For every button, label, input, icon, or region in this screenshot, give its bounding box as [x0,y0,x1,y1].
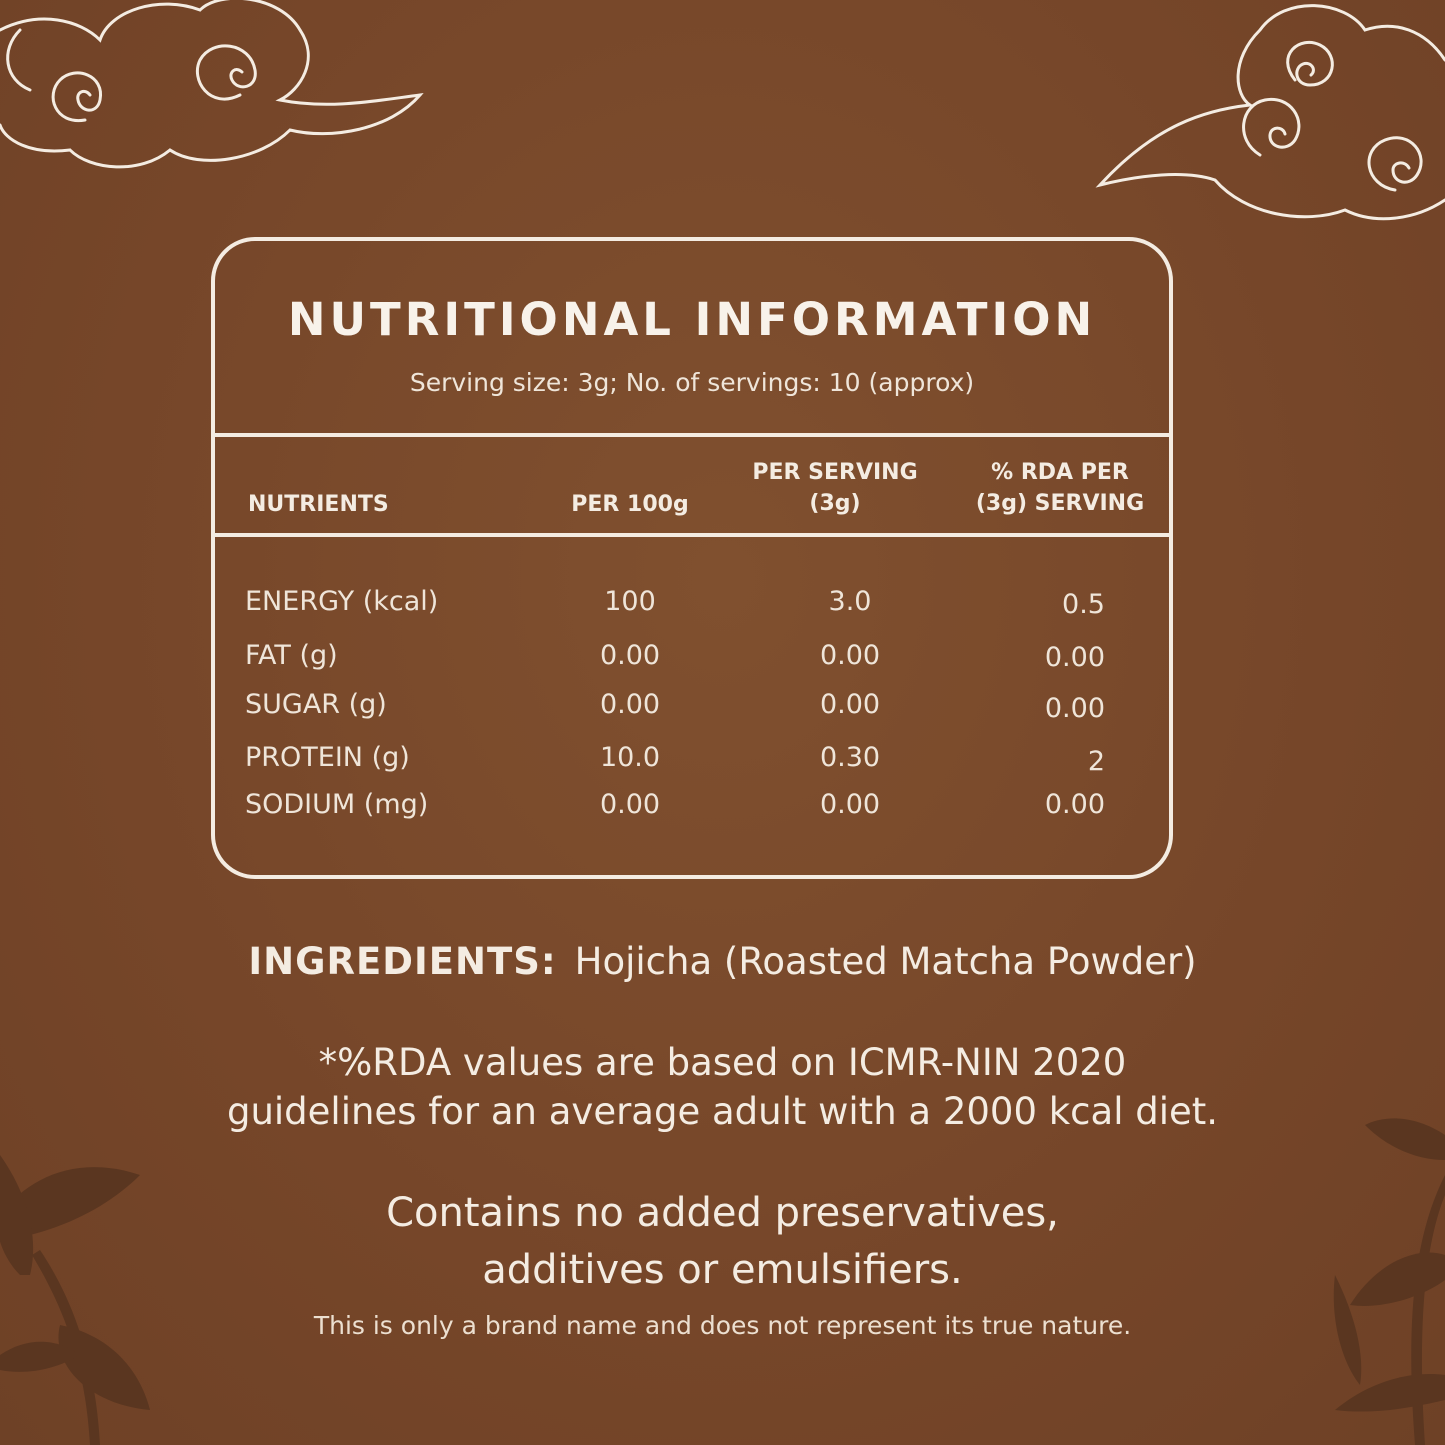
rda-footnote-line2: guidelines for an average adult with a 2000 kcal diet. [226,1090,1219,1133]
value-per-serving: 0.00 [819,640,881,671]
nutrition-panel [211,237,1173,879]
table-row [215,689,1169,729]
ingredients-label: INGREDIENTS: [248,940,557,983]
nutrient-name: ENERGY (kcal) [245,586,439,617]
value-rda: 0.00 [1044,693,1105,724]
value-per-serving: 3.0 [828,586,872,617]
value-per-serving: 0.00 [819,789,881,820]
table-row [215,586,1169,626]
column-header-nutrients: NUTRIENTS [248,492,389,517]
value-per-serving: 0.00 [819,689,881,720]
column-header-rda [955,457,1165,519]
table-row [215,789,1169,829]
nutrient-name: FAT (g) [245,640,338,671]
panel-title: NUTRITIONAL INFORMATION [287,293,1097,346]
value-rda: 0.00 [1044,789,1105,820]
rda-footnote-line1: *%RDA values are based on ICMR-NIN 2020 [318,1041,1127,1084]
nutrient-name: SODIUM (mg) [245,789,429,820]
value-rda: 2 [1087,746,1105,777]
divider [215,533,1169,537]
divider [215,433,1169,437]
value-per-100g: 0.00 [599,689,661,720]
table-row [215,742,1169,782]
column-header-per-serving-line1: PER SERVING [752,460,918,485]
nutrient-name: SUGAR (g) [245,689,387,720]
column-header-per-serving [730,457,940,519]
column-header-per-100g: PER 100g [571,492,689,517]
rda-footnote [0,1038,1445,1136]
cloud-icon [0,0,430,180]
contains-note-line1: Contains no added preservatives, [386,1190,1059,1236]
value-per-100g: 0.00 [599,789,661,820]
contains-note-line2: additives or emulsifiers. [482,1247,963,1293]
brand-disclaimer: This is only a brand name and does not represent its true nature. [313,1311,1132,1340]
nutrient-name: PROTEIN (g) [245,742,410,773]
value-rda: 0.00 [1044,642,1105,673]
ingredients [0,940,1445,983]
table-row [215,640,1169,680]
ingredients-value: Hojicha (Roasted Matcha Powder) [574,940,1197,983]
value-per-100g: 10.0 [599,742,661,773]
value-per-100g: 0.00 [599,640,661,671]
column-header-per-serving-line2: (3g) [809,491,861,516]
value-per-serving: 0.30 [819,742,881,773]
contains-note [0,1185,1445,1299]
panel-subtitle: Serving size: 3g; No. of servings: 10 (approx) [409,368,975,397]
column-header-rda-line1: % RDA PER [991,460,1129,485]
column-header-rda-line2: (3g) SERVING [975,491,1145,516]
cloud-icon [1045,0,1445,230]
value-per-100g: 100 [604,586,656,617]
value-rda: 0.5 [1062,589,1105,620]
